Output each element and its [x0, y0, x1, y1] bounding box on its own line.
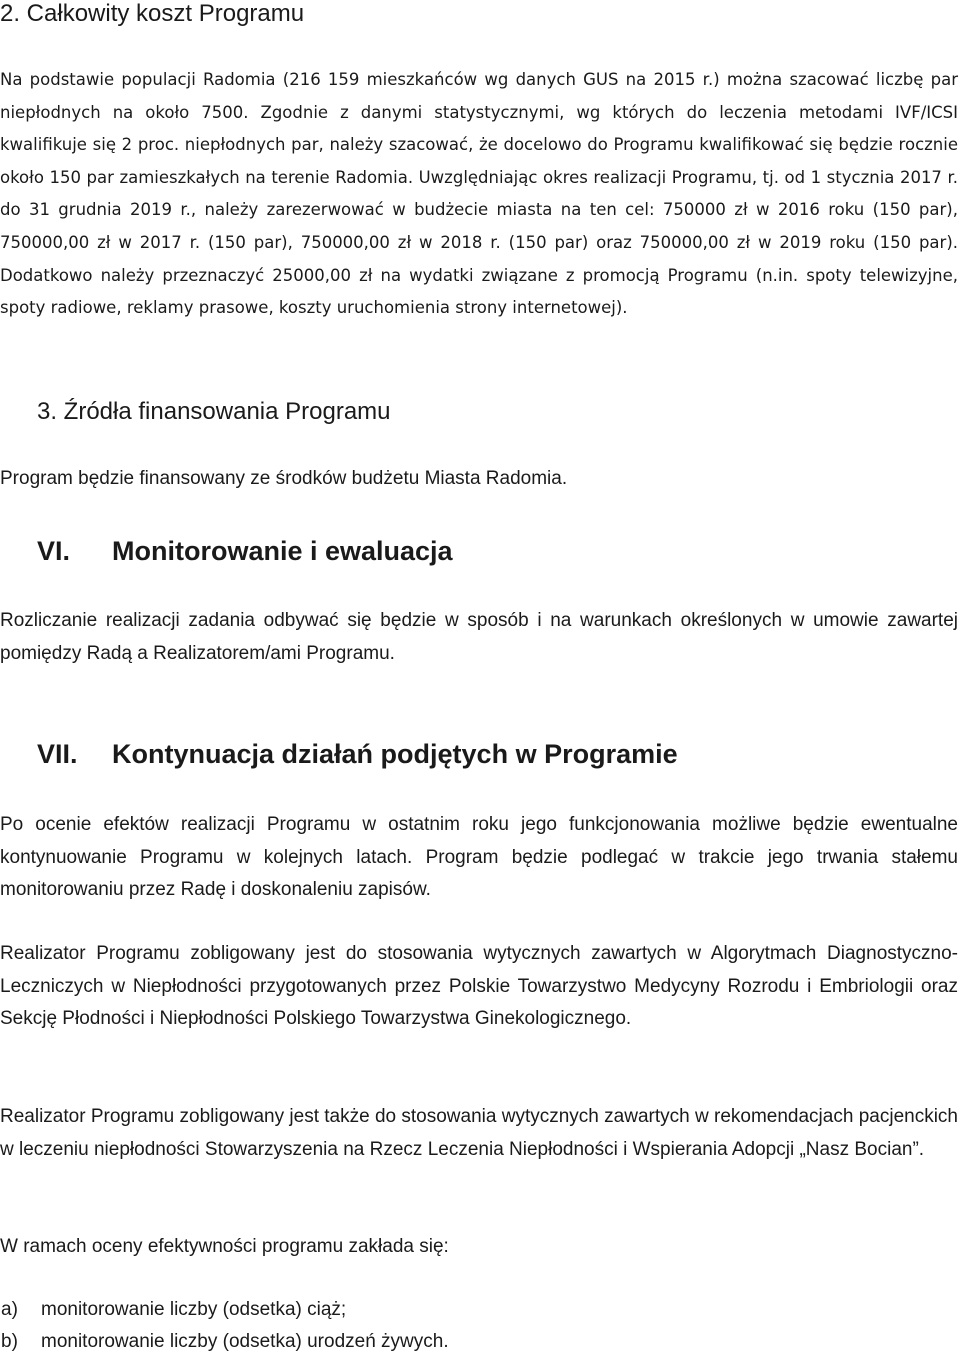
section-vii-paragraph-3: Realizator Programu zobligowany jest także do stosowania wytycznych zawartych w rekomendacjach pacjenckich w leczeniu niepłodności Stowarzyszenia na Rzecz Leczenia Niepłodności i Wspierania Adopcji „Nasz Bocian”.: [0, 1106, 958, 1160]
section-vii-number: VII.: [37, 739, 78, 769]
list-marker: b): [1, 1331, 18, 1352]
section-2-paragraph: Na podstawie populacji Radomia (216 159 mieszkańców wg danych GUS na 2015 r.) można szacować liczbę par niepłodnych na około 7500. Zgodnie z danymi statystycznymi, wg których do leczenia metodami IVF/ICSI kwalifikuje się 2 proc. niepłodnych par, należy szacować, że docelowo do Programu kwalifikować się będzie rocznie około 150 par zamieszkałych na terenie Radomia. Uwzględniając okres realizacji Programu, tj. od 1 stycznia 2017 r. do 31 grudnia 2019 r., należy zarezerwować w budżecie miasta na ten cel: 750000 zł w 2016 roku (150 par), 750000,00 zł w 2017 r. (150 par), 750000,00 zł w 2018 r. (150 par) oraz 750000,00 zł w 2019 roku (150 par). Dodatkowo należy przeznaczyć 25000,00 zł na wydatki związane z promocją Programu (n.in. spoty telewizyjne, spoty radiowe, reklamy prasowe, koszty uruchomienia strony internetowej).: [0, 70, 958, 318]
list-item-text: monitorowanie liczby (odsetka) ciąż;: [41, 1299, 347, 1320]
section-3-heading: 3. Źródła finansowania Programu: [37, 398, 391, 425]
section-3-paragraph: Program będzie finansowany ze środków budżetu Miasta Radomia.: [0, 468, 568, 489]
section-vi-title: Monitorowanie i ewaluacja: [112, 536, 453, 566]
list-item: [0, 1297, 346, 1323]
section-vi-number: VI.: [37, 536, 71, 566]
section-vi-heading: [37, 537, 453, 565]
list-marker: a): [1, 1299, 18, 1320]
list-item: [0, 1329, 449, 1355]
section-vii-paragraph-4: W ramach oceny efektywności programu zakłada się:: [0, 1236, 449, 1257]
section-vii-heading: [37, 740, 678, 768]
section-vii-paragraph-2: Realizator Programu zobligowany jest do stosowania wytycznych zawartych w Algorytmach Diagnostyczno-Leczniczych w Niepłodności przygotowanych przez Polskie Towarzystwo Medycyny Rozrodu i Embriologii oraz Sekcję Płodności i Niepłodności Polskiego Towarzystwa Ginekologicznego.: [0, 943, 958, 1029]
list-item-text: monitorowanie liczby (odsetka) urodzeń żywych.: [41, 1331, 449, 1352]
section-2-heading: 2. Całkowity koszt Programu: [0, 0, 305, 27]
section-vi-paragraph: Rozliczanie realizacji zadania odbywać się będzie w sposób i na warunkach określonych w umowie zawartej pomiędzy Radą a Realizatorem/ami Programu.: [0, 610, 958, 664]
section-vii-title: Kontynuacja działań podjętych w Programie: [112, 739, 678, 769]
section-vii-paragraph-1: Po ocenie efektów realizacji Programu w ostatnim roku jego funkcjonowania możliwe będzie ewentualne kontynuowanie Programu w kolejnych latach. Program będzie podlegać w trakcie jego trwania stałemu monitorowaniu przez Radę i doskonaleniu zapisów.: [0, 814, 958, 900]
